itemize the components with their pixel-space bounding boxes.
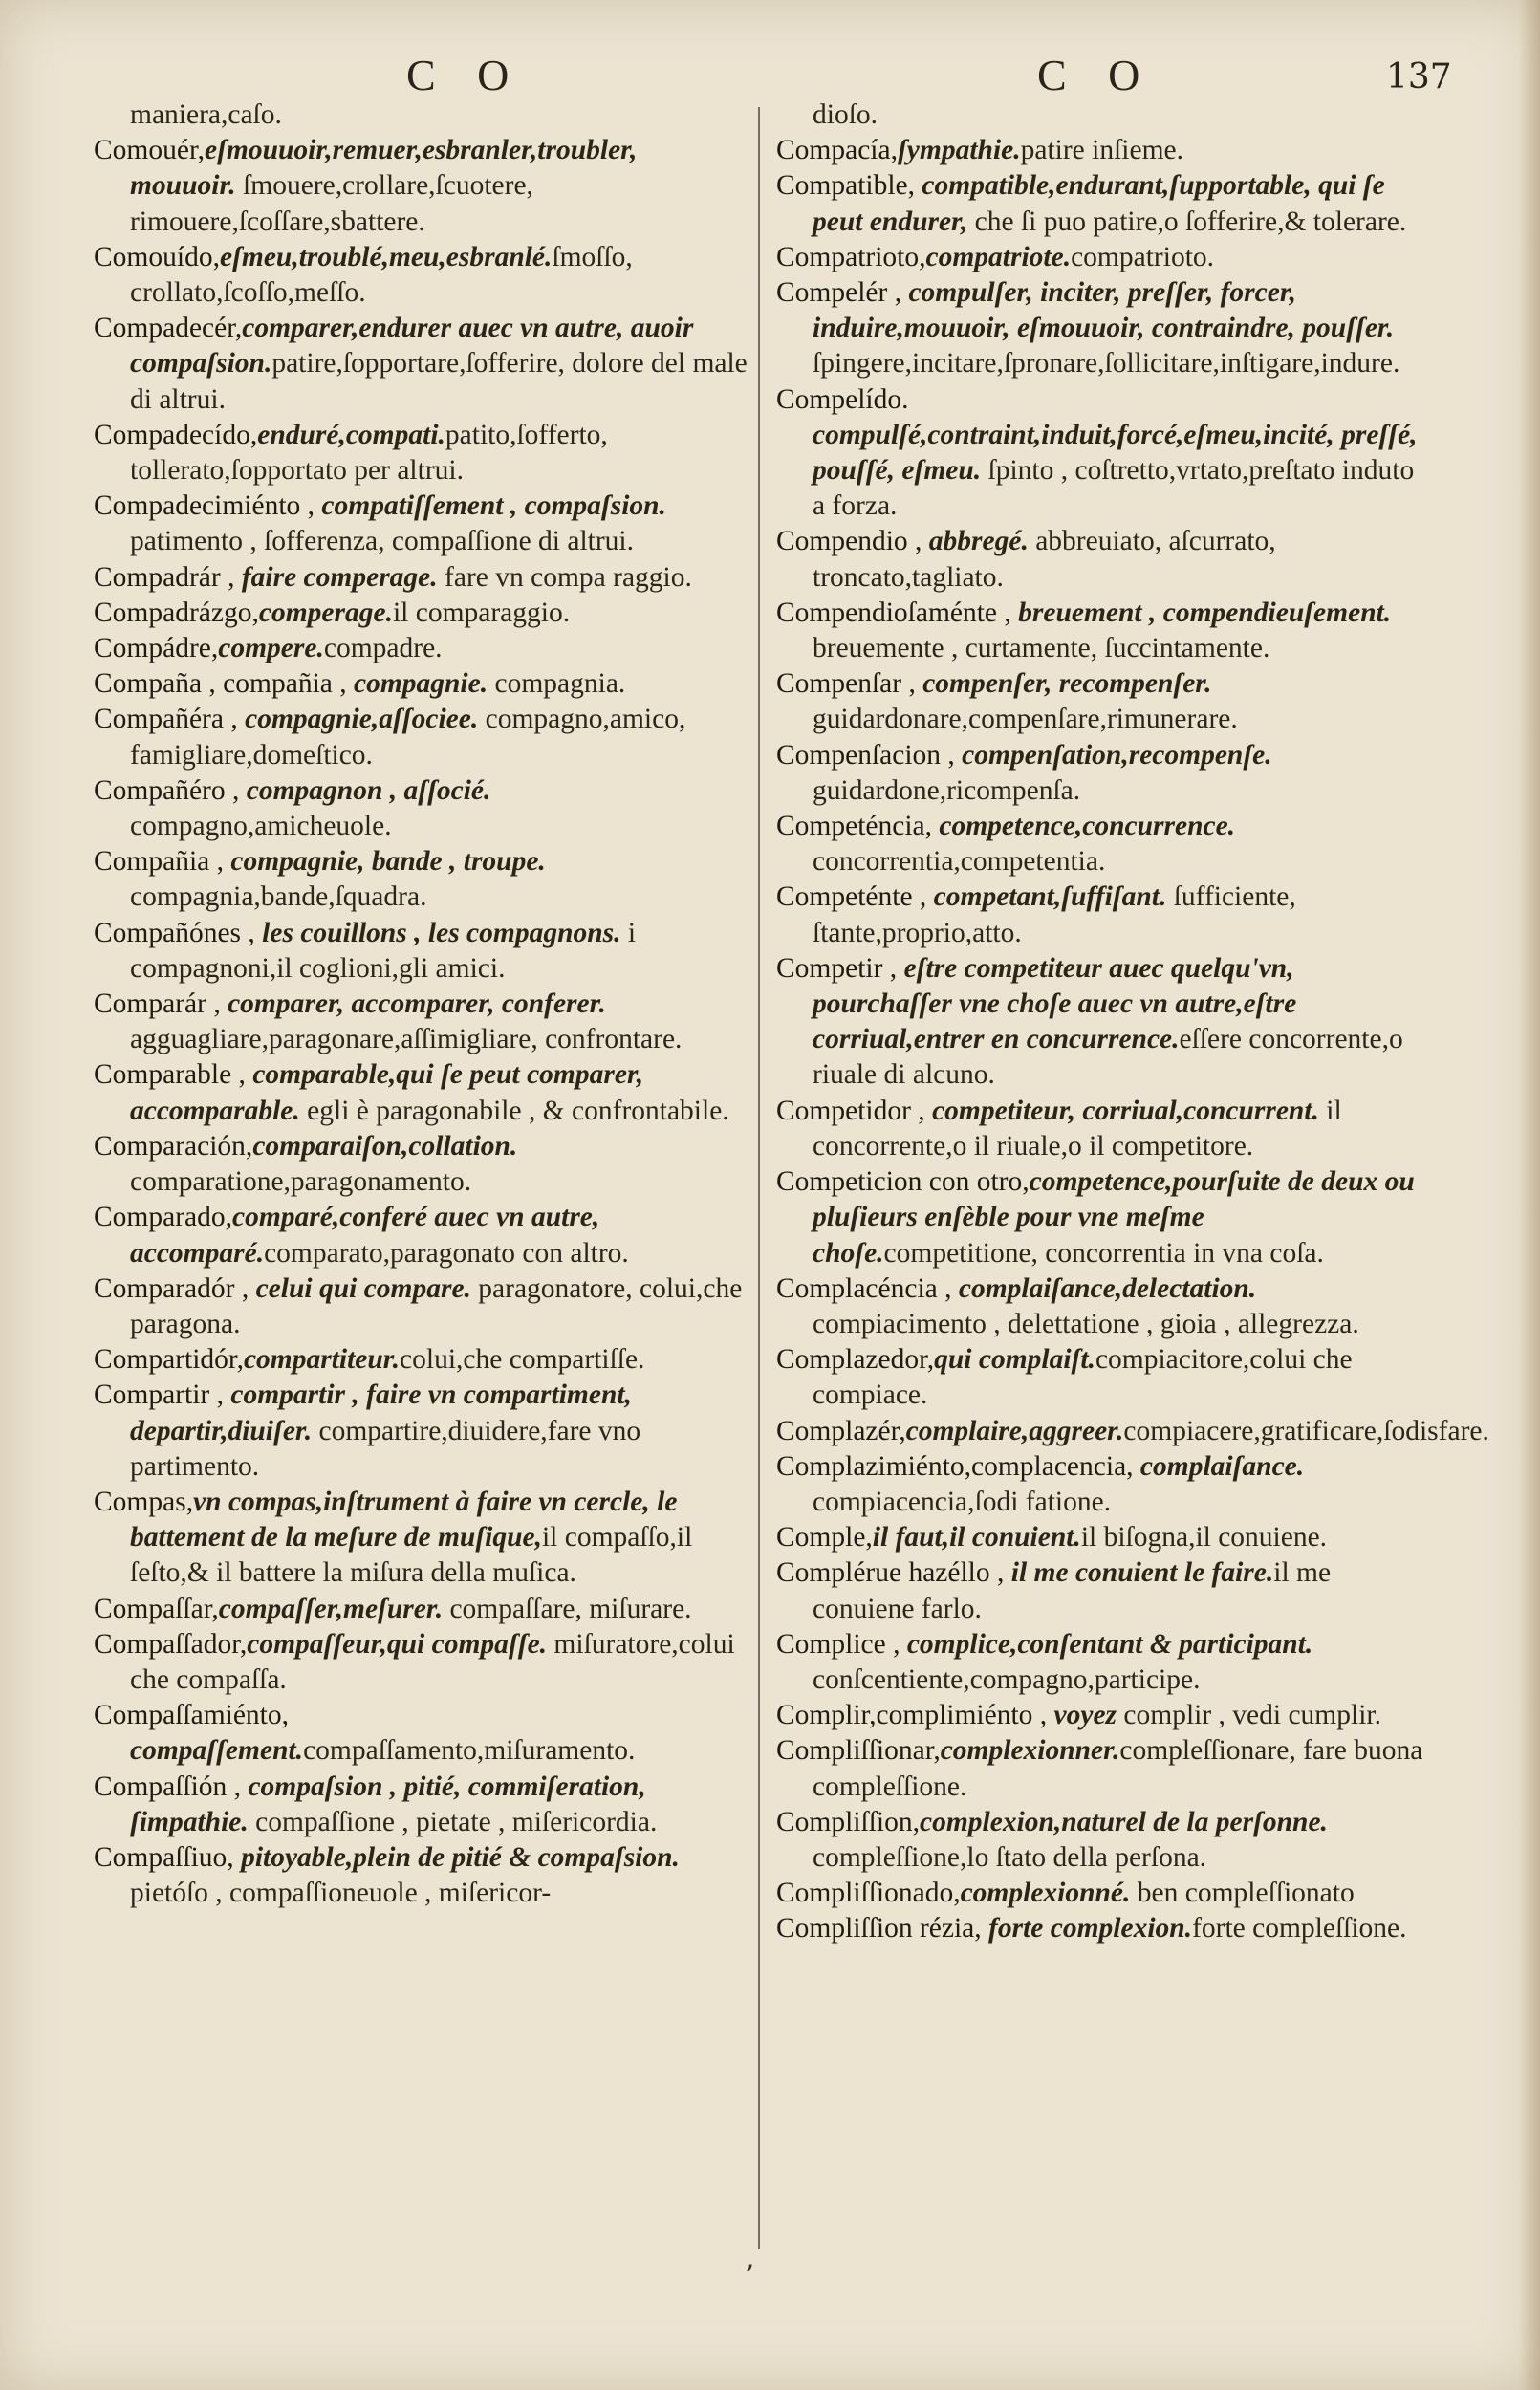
entry-french: eſmouuoir,remuer,esbranler,troubler, mouuoir. bbox=[130, 135, 638, 202]
entry-french: compagnon , aſſocié. bbox=[246, 774, 491, 806]
entry-headword: Compliſſionado, bbox=[776, 1878, 961, 1909]
entry-headword: Complice , bbox=[776, 1628, 907, 1660]
entry-french: comparé,conferé auec vn autre, accomparé. bbox=[130, 1202, 600, 1269]
dictionary-entry bbox=[94, 666, 748, 702]
entry-french: compaſſement. bbox=[130, 1735, 304, 1767]
entry-italian: compiacencia,ſodi fatione. bbox=[813, 1486, 1112, 1517]
entry-italian: fare vn compa raggio. bbox=[437, 561, 692, 593]
entry-french: enduré,compati. bbox=[257, 419, 445, 450]
entry-italian: compartire,diuidere,fare vno partimento. bbox=[130, 1415, 641, 1482]
dictionary-entry bbox=[94, 844, 748, 915]
entry-french: compaſſer,meſurer. bbox=[218, 1593, 444, 1624]
dictionary-entry bbox=[94, 916, 748, 987]
entry-french: compagnie. bbox=[353, 668, 488, 700]
entry-french: compartiteur. bbox=[243, 1344, 401, 1376]
entry-italian: il compaſſo,il ſeſto,& il battere la miſura della muſica. bbox=[130, 1522, 693, 1589]
dictionary-entry bbox=[776, 666, 1431, 737]
entry-headword: Compas, bbox=[94, 1486, 194, 1517]
entry-italian: complir , vedi cumplir. bbox=[1117, 1700, 1381, 1731]
dictionary-entry bbox=[776, 1627, 1431, 1698]
dictionary-entry bbox=[776, 1733, 1431, 1804]
entry-italian: compagnia. bbox=[488, 668, 626, 700]
entry-headword: Comparado, bbox=[94, 1202, 233, 1233]
entry-italian: ſufficiente, ſtante,proprio,atto. bbox=[813, 881, 1296, 948]
entry-french: compaſſeur,qui compaſſe. bbox=[247, 1628, 548, 1660]
dictionary-entry bbox=[94, 1698, 748, 1769]
page-number: 137 bbox=[1386, 57, 1452, 97]
entry-italian: compagno,amicheuole. bbox=[130, 811, 392, 842]
entry-italian: ſmoſſo, crollato,ſcoſſo,meſſo. bbox=[130, 241, 633, 309]
dictionary-entry bbox=[94, 1840, 748, 1911]
column-divider bbox=[758, 107, 760, 2249]
entry-italian: maniera,caſo. bbox=[130, 99, 282, 130]
dictionary-entry bbox=[94, 1200, 748, 1271]
entry-french: complaire,aggreer. bbox=[905, 1415, 1124, 1446]
entry-italian: forte compleſſione. bbox=[1192, 1913, 1407, 1945]
entry-headword: Comparable , bbox=[94, 1059, 253, 1091]
entry-french: ſympathie. bbox=[897, 135, 1021, 166]
entry-italian: il me conuiene farlo. bbox=[813, 1557, 1332, 1624]
dictionary-entry bbox=[776, 1555, 1431, 1626]
dictionary-entry bbox=[776, 524, 1431, 595]
entry-headword: Compartidór, bbox=[94, 1344, 244, 1376]
dictionary-entry bbox=[94, 98, 748, 133]
entry-french: vn compas,inſtrument à faire vn cercle, le battement de la meſure de muſique, bbox=[130, 1486, 678, 1554]
dictionary-entry bbox=[776, 98, 1431, 133]
entry-headword: Compadecído, bbox=[94, 419, 258, 450]
entry-italian: compleſſionare, fare buona compleſſione. bbox=[813, 1735, 1423, 1802]
entry-headword: Complérue hazéllo , bbox=[776, 1557, 1011, 1589]
entry-italian: pietóſo , compaſſioneuole , miſericor- bbox=[130, 1878, 552, 1909]
entry-italian: che ſi puo patire,o ſofferire,& tolerare. bbox=[967, 206, 1407, 237]
dictionary-entry bbox=[94, 1342, 748, 1378]
entry-french: compatriote. bbox=[925, 241, 1072, 272]
entry-headword: Complazimiénto,complacencia, bbox=[776, 1450, 1140, 1482]
entry-headword: Compañéra , bbox=[94, 704, 246, 735]
entry-italian: breuemente , curtamente, ſuccintamente. bbox=[813, 633, 1270, 664]
dictionary-entry bbox=[776, 1911, 1431, 1946]
entry-headword: Compenſacion , bbox=[776, 739, 963, 771]
dictionary-entry bbox=[776, 240, 1431, 275]
dictionary-entry bbox=[94, 1057, 748, 1128]
entry-french: abbregé. bbox=[928, 526, 1029, 557]
dictionary-entry bbox=[776, 1449, 1431, 1520]
entry-headword: Complazér, bbox=[776, 1415, 906, 1446]
dictionary-entry bbox=[94, 1770, 748, 1840]
dictionary-entry bbox=[776, 1342, 1431, 1413]
entry-headword: Competéncia, bbox=[776, 811, 940, 842]
entry-italian: compaſſamento,miſuramento. bbox=[303, 1735, 636, 1767]
entry-headword: Compendioſaménte , bbox=[776, 597, 1019, 628]
entry-french: forte complexion. bbox=[988, 1913, 1193, 1945]
entry-italian: compaſſione , pietate , miſericordia. bbox=[248, 1806, 658, 1837]
dictionary-entry bbox=[776, 275, 1431, 382]
entry-headword: Compañéro , bbox=[94, 774, 247, 806]
entry-headword: Compliſſionar, bbox=[776, 1735, 941, 1767]
entry-french: complexionner. bbox=[940, 1735, 1120, 1767]
entry-french: celui qui compare. bbox=[255, 1272, 471, 1304]
entry-french: pitoyable,plein de pitié & compaſsion. bbox=[241, 1841, 680, 1873]
entry-headword: Competidor , bbox=[776, 1095, 933, 1126]
entry-french: competant,ſuffiſant. bbox=[933, 881, 1167, 913]
entry-french: comparable,qui ſe peut comparer, accomparable. bbox=[130, 1059, 644, 1126]
entry-italian: colui,che compartiſſe. bbox=[400, 1344, 645, 1376]
dictionary-entry bbox=[94, 702, 748, 772]
entry-headword: Competir , bbox=[776, 952, 904, 984]
entry-headword: Compliſſion rézia, bbox=[776, 1913, 989, 1945]
dictionary-entry bbox=[94, 1378, 748, 1485]
entry-french: competiteur, corriual,concurrent. bbox=[932, 1095, 1319, 1126]
dictionary-entry bbox=[94, 560, 748, 596]
entry-italian: compiacere,gratificare,ſodisfare. bbox=[1123, 1415, 1489, 1446]
entry-italian: patire inſieme. bbox=[1020, 135, 1183, 166]
entry-italian: compaſſare, miſurare. bbox=[443, 1593, 692, 1624]
entry-headword: Compaſſador, bbox=[94, 1628, 248, 1660]
entry-headword: Compatrioto, bbox=[776, 241, 926, 272]
entry-italian: compadre. bbox=[323, 633, 443, 664]
dictionary-entry bbox=[94, 1271, 748, 1342]
entry-french: compulſer, inciter, preſſer, forcer, induire,mouuoir, eſmouuoir, contraindre, pouſſer. bbox=[813, 277, 1395, 344]
dictionary-entry bbox=[776, 596, 1431, 666]
entry-french: compaſsion , pitié, commiſeration, ſimpathie. bbox=[130, 1771, 646, 1837]
dictionary-entry bbox=[94, 1627, 748, 1698]
dictionary-entry bbox=[776, 1520, 1431, 1555]
entry-french: compulſé,contraint,induit,forcé,eſmeu,incité, preſſé, pouſſé, eſmeu. bbox=[813, 419, 1418, 487]
entry-french: compartir , faire vn compartiment, departir,diuiſer. bbox=[130, 1380, 632, 1446]
entry-french: breuement , compendieuſement. bbox=[1018, 597, 1392, 628]
entry-french: il faut,il conuient. bbox=[872, 1522, 1081, 1554]
dictionary-entry bbox=[94, 240, 748, 311]
entry-french: compere. bbox=[218, 633, 324, 664]
dictionary-entry bbox=[776, 1876, 1431, 1911]
entry-italian: compiacimento , delettatione , gioia , allegrezza. bbox=[813, 1308, 1359, 1339]
entry-headword: Compadrár , bbox=[94, 561, 242, 593]
entry-headword: Comparár , bbox=[94, 989, 228, 1020]
dictionary-entry bbox=[776, 168, 1431, 239]
entry-italian: guidardone,ricompenſa. bbox=[813, 774, 1081, 806]
entry-italian: il biſogna,il conuiene. bbox=[1080, 1522, 1328, 1554]
entry-headword: Comple, bbox=[776, 1522, 873, 1554]
entry-headword: Competicion con otro, bbox=[776, 1166, 1030, 1198]
entry-french: eſtre competiteur auec quelqu'vn, pourchaſſer vne choſe auec vn autre,eſtre corriual,entrer en concurrence. bbox=[813, 952, 1297, 1055]
entry-italian: compiacitore,colui che compiace. bbox=[813, 1344, 1353, 1411]
entry-french: eſmeu,troublé,meu,esbranlé. bbox=[219, 241, 553, 272]
dictionary-entry bbox=[94, 631, 748, 666]
entry-italian: compagnia,bande,ſquadra. bbox=[130, 881, 427, 913]
entry-french: voyez bbox=[1053, 1700, 1117, 1731]
entry-headword: Compañónes , bbox=[94, 917, 263, 948]
entry-italian: compleſſione,lo ſtato della perſona. bbox=[813, 1841, 1207, 1873]
dictionary-entry bbox=[776, 1094, 1431, 1164]
entry-headword: Compelér , bbox=[776, 277, 909, 309]
entry-french: competence,pourſuite de deux ou pluſieurs enſèble pour vne meſme choſe. bbox=[813, 1166, 1415, 1269]
entry-headword: Compaña , compañia , bbox=[94, 668, 354, 700]
bottom-mark: , bbox=[746, 2242, 755, 2275]
dictionary-entry bbox=[776, 382, 1431, 525]
entry-french: comperage. bbox=[258, 597, 393, 628]
entry-italian: concorrentia,competentia. bbox=[813, 846, 1106, 878]
entry-french: compatible,endurant,ſupportable, qui ſe peut endurer, bbox=[813, 170, 1385, 237]
entry-french: complice,conſentant & participant. bbox=[906, 1628, 1313, 1660]
dictionary-entry bbox=[94, 1129, 748, 1200]
entry-italian: compagno,amico, famigliare,domeſtico. bbox=[130, 704, 686, 771]
entry-headword: Compañia , bbox=[94, 846, 231, 878]
entry-italian: ſpinto , coſtretto,vrtato,preſtato induto a forza. bbox=[813, 455, 1415, 522]
entry-headword: Compadrázgo, bbox=[94, 597, 259, 628]
entry-headword: Compadecér, bbox=[94, 313, 243, 344]
entry-italian: ben compleſſionato bbox=[1130, 1878, 1355, 1909]
left-column bbox=[94, 98, 748, 1911]
entry-headword: Compliſſion, bbox=[776, 1806, 920, 1837]
entry-italian: conſcentiente,compagno,participe. bbox=[813, 1663, 1201, 1695]
entry-italian: patito,ſofferto, tollerato,ſopportato per altrui. bbox=[130, 419, 608, 487]
entry-headword: Complacéncia , bbox=[776, 1272, 959, 1304]
entry-french: complaiſance. bbox=[1139, 1450, 1305, 1482]
dictionary-entry bbox=[776, 809, 1431, 880]
entry-french: complexionné. bbox=[960, 1878, 1131, 1909]
entry-headword: Comparación, bbox=[94, 1130, 253, 1162]
dictionary-entry bbox=[776, 738, 1431, 809]
entry-french: complaiſance,delectation. bbox=[958, 1272, 1257, 1304]
entry-french: compenſation,recompenſe. bbox=[962, 739, 1272, 771]
entry-headword: Compacía, bbox=[776, 135, 898, 166]
entry-italian: abbreuiato, aſcurrato, troncato,tagliato. bbox=[813, 526, 1276, 593]
entry-italian: il concorrente,o il riuale,o il competitore. bbox=[813, 1095, 1342, 1162]
entry-headword: Compaſſiuo, bbox=[94, 1841, 242, 1873]
entry-italian: competitione, concorrentia in vna coſa. bbox=[883, 1237, 1324, 1269]
entry-french: qui complaiſt. bbox=[934, 1344, 1095, 1376]
entry-french: comparer, accomparer, conferer. bbox=[228, 989, 606, 1020]
entry-italian: patire,ſopportare,ſofferire, dolore del male di altrui. bbox=[130, 348, 748, 415]
entry-italian: patimento , ſofferenza, compaſſione di altrui. bbox=[130, 526, 634, 557]
entry-italian: eſſere concorrente,o riuale di alcuno. bbox=[813, 1024, 1403, 1091]
dictionary-entry bbox=[94, 133, 748, 240]
dictionary-entry bbox=[776, 133, 1431, 168]
entry-headword: Compádre, bbox=[94, 633, 219, 664]
running-head-left: C O bbox=[406, 51, 525, 99]
entry-italian: egli è paragonabile , & confrontabile. bbox=[299, 1095, 729, 1126]
entry-italian: i compagnoni,il coglioni,gli amici. bbox=[130, 917, 637, 984]
entry-italian: guidardonare,compenſare,rimunerare. bbox=[813, 704, 1238, 735]
dictionary-entry bbox=[776, 1698, 1431, 1733]
entry-headword: Compaſſar, bbox=[94, 1593, 219, 1624]
entry-french: compagnie, bande , troupe. bbox=[230, 846, 546, 878]
dictionary-entry bbox=[94, 773, 748, 844]
entry-headword: Compaſſamiénto, bbox=[94, 1700, 290, 1731]
dictionary-entry bbox=[776, 1414, 1489, 1449]
entry-italian: il comparaggio. bbox=[392, 597, 571, 628]
entry-headword: Comouído, bbox=[94, 241, 220, 272]
entry-headword: Comparadór , bbox=[94, 1272, 256, 1304]
entry-italian: comparatione,paragonamento. bbox=[130, 1166, 472, 1198]
entry-italian: miſuratore,colui che compaſſa. bbox=[130, 1628, 735, 1695]
entry-french: compenſer, recompenſer. bbox=[922, 668, 1212, 700]
entry-headword: Compartir , bbox=[94, 1380, 231, 1411]
entry-italian: ſpingere,incitare,ſpronare,ſollicitare,inſtigare,indure. bbox=[813, 348, 1400, 380]
right-column bbox=[776, 98, 1489, 1947]
entry-headword: Compatible, bbox=[776, 170, 922, 202]
dictionary-entry bbox=[776, 1805, 1431, 1876]
entry-headword: Compadecimiénto , bbox=[94, 490, 322, 522]
entry-french: complexion,naturel de la perſonne. bbox=[919, 1806, 1328, 1837]
dictionary-entry bbox=[94, 596, 748, 631]
entry-italian: ſmouere,crollare,ſcuotere, rimouere,ſcoſſare,sbattere. bbox=[130, 170, 533, 237]
entry-headword: Complir,complimiénto , bbox=[776, 1700, 1054, 1731]
dictionary-entry bbox=[94, 987, 748, 1057]
entry-french: comparer,endurer auec vn autre, auoir compaſsion. bbox=[130, 313, 694, 380]
dictionary-entry bbox=[94, 418, 748, 489]
entry-headword: Complazedor, bbox=[776, 1344, 935, 1376]
entry-headword: Compelído. bbox=[776, 383, 909, 415]
entry-french: comparaiſon,collation. bbox=[252, 1130, 518, 1162]
entry-italian: compatrioto. bbox=[1071, 241, 1215, 272]
entry-italian: paragonatore, colui,che paragona. bbox=[130, 1272, 743, 1339]
dictionary-entry bbox=[776, 1271, 1431, 1342]
entry-italian: comparato,paragonato con altro. bbox=[264, 1237, 629, 1269]
dictionary-entry bbox=[94, 1485, 748, 1592]
dictionary-entry bbox=[776, 1164, 1431, 1271]
dictionary-entry bbox=[94, 1592, 748, 1627]
entry-french: il me conuient le faire. bbox=[1010, 1557, 1274, 1589]
entry-french: competence,concurrence. bbox=[939, 811, 1236, 842]
dictionary-entry bbox=[776, 880, 1431, 950]
running-head-right: C O bbox=[1037, 51, 1156, 99]
dictionary-entry bbox=[94, 489, 748, 559]
entry-french: faire comperage. bbox=[241, 561, 438, 593]
entry-french: compatiſſement , compaſsion. bbox=[321, 490, 666, 522]
entry-french: compagnie,aſſociee. bbox=[245, 704, 479, 735]
entry-french: les couillons , les compagnons. bbox=[262, 917, 621, 948]
entry-italian: dioſo. bbox=[813, 99, 878, 130]
entry-italian: agguagliare,paragonare,aſſimigliare, confrontare. bbox=[130, 1024, 683, 1055]
dictionary-entry bbox=[776, 951, 1431, 1094]
entry-headword: Compendio , bbox=[776, 526, 929, 557]
entry-headword: Comouér, bbox=[94, 135, 205, 166]
entry-headword: Compenſar , bbox=[776, 668, 923, 700]
entry-headword: Compaſſión , bbox=[94, 1771, 249, 1802]
entry-headword: Competénte , bbox=[776, 881, 934, 913]
dictionary-entry bbox=[94, 311, 748, 418]
